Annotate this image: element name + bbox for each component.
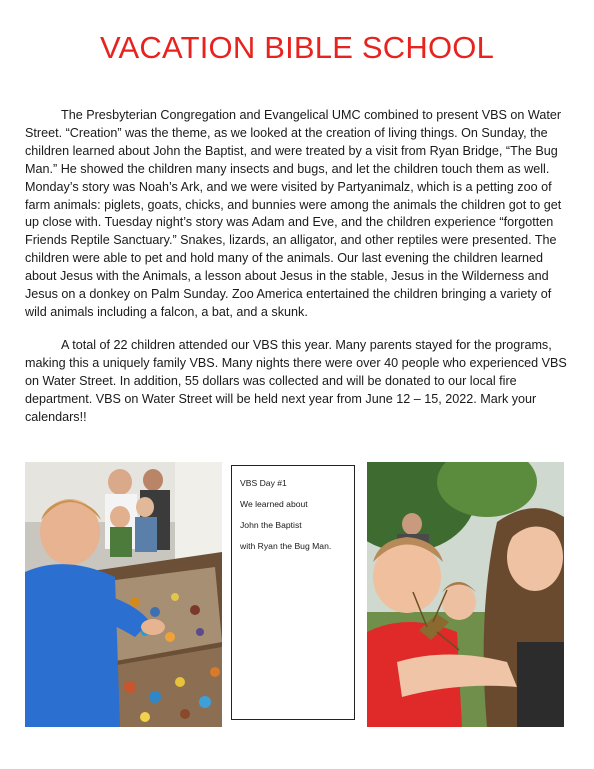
caption-line-2: We learned about: [240, 499, 308, 509]
article-body: [25, 107, 570, 441]
caption-box: [231, 465, 355, 720]
photo-bug-display: [25, 462, 222, 727]
photo-grasshopper-selfie: [367, 462, 564, 727]
caption-line-3: John the Baptist: [240, 520, 302, 530]
paragraph-1: The Presbyterian Congregation and Evangelical UMC combined to present VBS on Water Street. “Creation” was the theme, as we looked at the creation of living things. On Sunday, the children learned about John the Baptist, and were treated by a visit from Ryan Bridge, “The Bug Man.” He showed the children many insects and bugs, and let the children touch them as well. Monday’s story was Noah’s Ark, and we were visited by Partyanimalz, which is a petting zoo of farm animals: piglets, goats, chicks, and bunnies were among the animals the children got to get up close with. Tuesday night’s story was Adam and Eve, and the children experience “forgotten Friends Reptile Sanctuary.” Snakes, lizards, an alligator, and other reptiles were presented. The children were able to pet and hold many of the animals. Our last evening the children learned about Jesus with the Animals, a lesson about Jesus in the stable, Jesus in the Wilderness and Jesus on a donkey on Palm Sunday. Zoo America entertained the children bringing a variety of wild animals including a falcon, a bat, and a skunk.: [25, 108, 562, 319]
caption-line-1: VBS Day #1: [240, 478, 287, 488]
page-title: VACATION BIBLE SCHOOL: [99, 30, 495, 65]
paragraph-2: A total of 22 children attended our VBS this year. Many parents stayed for the programs, making this a uniquely family VBS. Many nights there were over 40 people who experienced VBS on Water Street. In addition, 55 dollars was collected and will be donated to our local fire department. VBS on Water Street will be held next year from June 12 – 15, 2022. Mark your calendars!!: [25, 337, 567, 424]
caption-line-4: with Ryan the Bug Man.: [240, 541, 332, 551]
